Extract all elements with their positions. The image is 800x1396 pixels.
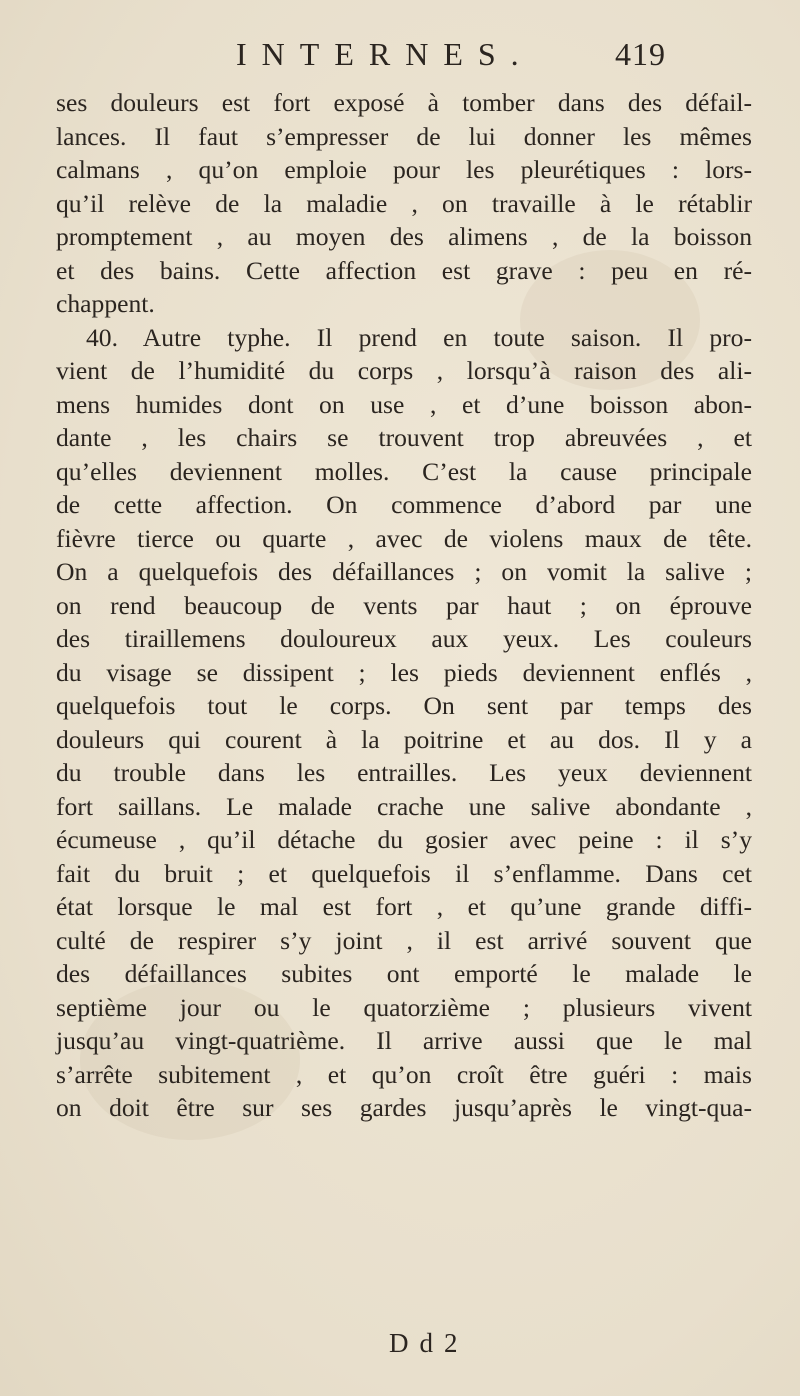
text-line: fort saillans. Le malade crache une salive abondante ,	[56, 791, 752, 821]
text-line: lances. Il faut s’empresser de lui donner les mêmes	[56, 121, 752, 151]
text-line: calmans , qu’on emploie pour les pleurétiques : lors-	[56, 155, 752, 184]
text-line: septième jour ou le quatorzième ; plusieurs vivent	[56, 992, 752, 1022]
text-line: état lorsque le mal est fort , et qu’une grande diffi-	[56, 892, 752, 921]
text-line: dante , les chairs se trouvent trop abreuvées , et	[56, 423, 752, 452]
text-line: fait du bruit ; et quelquefois il s’enflamme. Dans cet	[56, 858, 752, 888]
text-line: culté de respirer s’y joint , il est arrivé souvent que	[56, 925, 752, 955]
text-line: jusqu’au vingt-quatrième. Il arrive aussi que le mal	[56, 1026, 752, 1055]
text-line: 40. Autre typhe. Il prend en toute saison. Il pro-	[86, 322, 752, 352]
running-head	[236, 34, 666, 74]
text-line: fièvre tierce ou quarte , avec de violens maux de tête.	[56, 523, 752, 553]
text-line: du visage se dissipent ; les pieds deviennent enflés ,	[56, 657, 752, 687]
text-line: écumeuse , qu’il détache du gosier avec peine : il s’y	[56, 825, 752, 854]
text-line: on doit être sur ses gardes jusqu’après le vingt-qua-	[56, 1093, 752, 1122]
text-line: on rend beaucoup de vents par haut ; on éprouve	[56, 590, 752, 620]
text-line: chappent.	[56, 289, 155, 318]
text-line: promptement , au moyen des alimens , de la boisson	[56, 222, 752, 251]
text-line: des défaillances subites ont emporté le malade le	[56, 959, 752, 988]
page-number: 419	[615, 36, 666, 72]
text-line: et des bains. Cette affection est grave : peu en ré-	[56, 255, 752, 285]
text-line: qu’il relève de la maladie , on travaille à le rétablir	[56, 188, 752, 218]
signature-mark: Dd2	[389, 1328, 469, 1358]
text-line: s’arrête subitement , et qu’on croît être guéri : mais	[56, 1059, 752, 1089]
text-line: de cette affection. On commence d’abord par une	[56, 490, 752, 519]
text-line: douleurs qui courent à la poitrine et au dos. Il y a	[56, 724, 752, 754]
text-line: vient de l’humidité du corps , lorsqu’à raison des ali-	[56, 356, 752, 385]
text-line: mens humides dont on use , et d’une boisson abon-	[56, 389, 752, 419]
text-line: du trouble dans les entrailles. Les yeux deviennent	[56, 758, 752, 787]
text-line: qu’elles deviennent molles. C’est la cause principale	[56, 456, 752, 486]
text-line: des tiraillemens douloureux aux yeux. Les couleurs	[56, 624, 752, 653]
text-line: On a quelquefois des défaillances ; on vomit la salive ;	[56, 557, 752, 586]
running-title: INTERNES.	[236, 36, 534, 72]
text-line: ses douleurs est fort exposé à tomber dans des défail-	[56, 88, 752, 117]
text-line: quelquefois tout le corps. On sent par temps des	[56, 691, 752, 720]
body-text	[56, 86, 752, 1125]
